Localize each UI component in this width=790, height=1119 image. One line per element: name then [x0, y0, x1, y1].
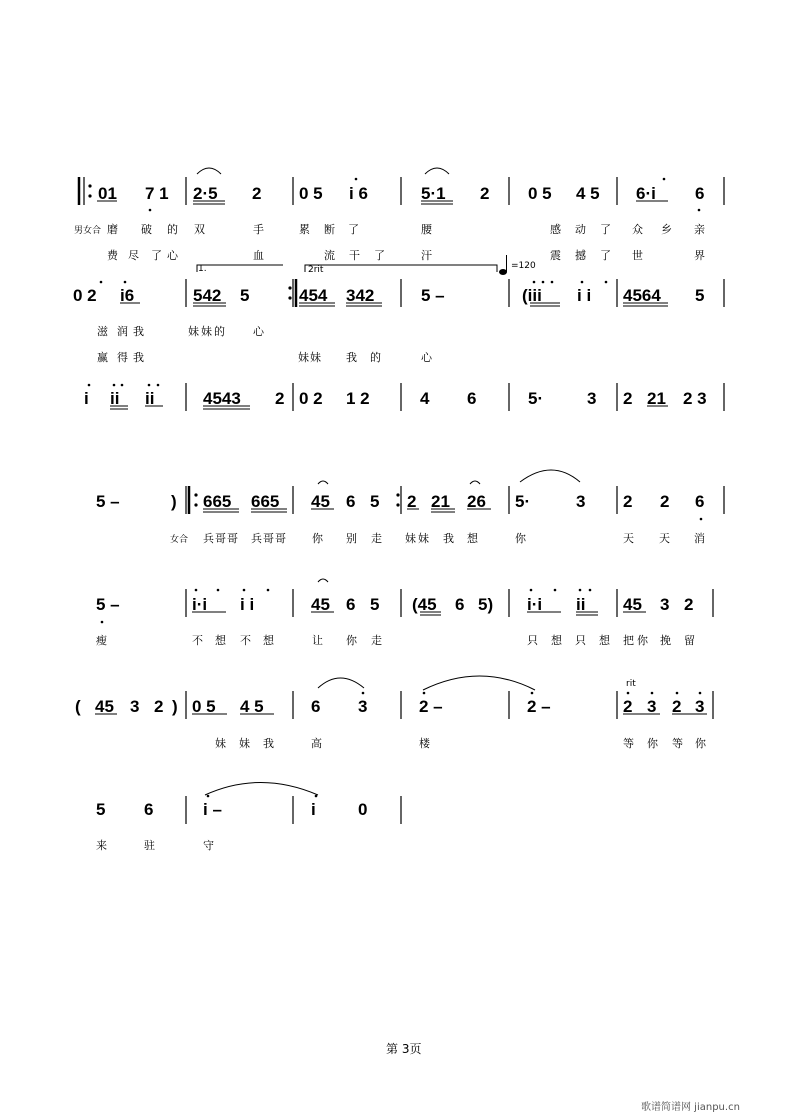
- note-group: i: [311, 800, 316, 819]
- note-group: 01: [98, 184, 117, 203]
- note-group: 45: [311, 492, 330, 511]
- lyric: 把: [623, 634, 634, 647]
- note-group: 2: [672, 697, 682, 716]
- lyric-part-label: 女合: [170, 535, 189, 545]
- note-group: 0 5: [528, 184, 552, 203]
- lyric: 你: [695, 737, 706, 750]
- lyric: 妹: [201, 325, 212, 338]
- lyric: 干: [349, 249, 360, 262]
- lyric: 我: [133, 325, 144, 338]
- note-group: 45: [623, 595, 642, 614]
- note-group: 6: [346, 595, 356, 614]
- lyric: 我: [133, 351, 144, 364]
- lyric: 我: [346, 351, 357, 364]
- lyric: 来: [96, 839, 107, 852]
- note-group: 5: [370, 595, 380, 614]
- lyric: 想: [467, 532, 478, 545]
- underlines: [95, 201, 707, 714]
- note-group: (iii: [522, 286, 542, 305]
- tempo-mark: =120: [511, 261, 536, 271]
- note-group: 2: [252, 184, 262, 203]
- lyric: 了: [600, 223, 611, 236]
- note-group: 0 5: [192, 697, 216, 716]
- lyric: 你: [637, 634, 648, 647]
- lyric: 手: [253, 223, 264, 236]
- note-group: 5·1: [421, 184, 446, 203]
- lyric: 兵: [203, 532, 214, 545]
- lyric: 走: [371, 634, 382, 647]
- lyric: 心: [253, 325, 264, 338]
- note-group: i i: [240, 595, 255, 614]
- lyric: 你: [515, 532, 526, 545]
- lyric: 别: [346, 532, 357, 545]
- note-group: 4 5: [240, 697, 264, 716]
- volta-second-ending-rit: 2rit: [308, 265, 324, 275]
- lyric: 我: [263, 737, 274, 750]
- note-group: i –: [203, 800, 222, 819]
- note-group: 3: [130, 697, 140, 716]
- note-group: 0 5: [299, 184, 323, 203]
- ritardando-mark: rit: [626, 679, 636, 689]
- note-group: i: [84, 389, 89, 408]
- lyric: 挽: [660, 634, 671, 647]
- lyric: 血: [253, 249, 264, 262]
- lyric: 楼: [419, 737, 430, 750]
- note-group: 3: [695, 697, 705, 716]
- note-group: i·i: [527, 595, 543, 614]
- lyric: 想: [263, 634, 274, 647]
- lyric: 天: [623, 532, 634, 545]
- note-group: 7 1: [145, 184, 169, 203]
- lyric: 磨: [107, 223, 118, 236]
- lyric: 破: [141, 223, 152, 236]
- volta-first-ending: 1.: [198, 264, 207, 274]
- lyric: 高: [311, 737, 322, 750]
- note-group: 1 2: [346, 389, 370, 408]
- note-group: 45: [311, 595, 330, 614]
- lyric: 尽: [128, 249, 139, 262]
- lyric: 心: [167, 249, 178, 262]
- note-group: i·i: [192, 595, 208, 614]
- note-group: 3: [647, 697, 657, 716]
- lyric: 双: [194, 223, 205, 236]
- lyric: 界: [694, 249, 705, 262]
- note-group: 542: [193, 286, 222, 305]
- note-group: 5: [240, 286, 250, 305]
- lyric: 妹: [405, 532, 416, 545]
- note-group: 6: [467, 389, 477, 408]
- note-group: 0 2: [73, 286, 97, 305]
- note-group: 4 5: [576, 184, 600, 203]
- lyric: 哥: [263, 532, 274, 545]
- lyric: 想: [599, 634, 610, 647]
- note-group: 5: [370, 492, 380, 511]
- lyric: 只: [527, 634, 538, 647]
- watermark: 歌谱简谱网 jianpu.cn: [641, 1102, 740, 1113]
- note-group: 4564: [623, 286, 661, 305]
- note-group: 26: [467, 492, 486, 511]
- lyric: 心: [421, 351, 432, 364]
- note-group: 665: [203, 492, 232, 511]
- note-group: 454: [299, 286, 328, 305]
- octave-dots: [88, 178, 703, 798]
- lyric: 汗: [421, 249, 432, 262]
- note-group: ii: [576, 595, 586, 614]
- note-group: 6·i: [636, 184, 656, 203]
- lyric: 只: [575, 634, 586, 647]
- lyric: 你: [647, 737, 658, 750]
- note-group: i6: [120, 286, 135, 305]
- note-group: 2: [623, 492, 633, 511]
- note-group: 2·5: [193, 184, 218, 203]
- note-group: 2: [154, 697, 164, 716]
- lyric: 妹: [188, 325, 199, 338]
- lyric: 动: [575, 223, 586, 236]
- lyric: 乡: [661, 223, 672, 236]
- lyric: 守: [203, 839, 214, 852]
- lyric: 润: [117, 325, 128, 338]
- note-group: 5 –: [96, 595, 120, 614]
- note-group: 3: [358, 697, 368, 716]
- lyric: 的: [167, 223, 178, 236]
- quarter-note-icon: [499, 255, 507, 275]
- note-group: 5: [96, 800, 106, 819]
- note-group: 5·: [528, 389, 544, 408]
- lyric: 妹: [215, 737, 226, 750]
- note-group: 6: [695, 492, 705, 511]
- lyric: 了: [600, 249, 611, 262]
- note-group: 2: [275, 389, 285, 408]
- note-group: 665: [251, 492, 280, 511]
- note-group: 3: [660, 595, 670, 614]
- note-group: 6: [144, 800, 154, 819]
- note-group: 6: [311, 697, 321, 716]
- note-group: 21: [431, 492, 450, 511]
- note-group: (: [75, 697, 81, 716]
- note-group: 3: [576, 492, 586, 511]
- lyric: 的: [214, 325, 225, 338]
- lyric: 断: [324, 223, 335, 236]
- note-group: i i: [577, 286, 592, 305]
- lyric: 流: [324, 249, 335, 262]
- lyric: 滋: [97, 325, 108, 338]
- note-group: 45: [95, 697, 114, 716]
- lyric: 得: [117, 351, 128, 364]
- lyric: 哥: [275, 532, 286, 545]
- note-group: 2: [623, 389, 633, 408]
- note-group: 5): [478, 595, 494, 614]
- lyric: 世: [632, 249, 643, 262]
- note-group: 2: [684, 595, 694, 614]
- lyric: 想: [551, 634, 562, 647]
- page-number: 第 3页: [386, 1042, 422, 1056]
- note-group: ii: [110, 389, 120, 408]
- slurs: [197, 168, 580, 795]
- note-group: ): [172, 697, 178, 716]
- note-group: 6: [346, 492, 356, 511]
- note-group: 5·: [515, 492, 531, 511]
- note-group: 21: [647, 389, 666, 408]
- lyric: 走: [371, 532, 382, 545]
- lyric: 妹: [310, 351, 321, 364]
- lyric: 驻: [144, 839, 155, 852]
- lyric: 不: [192, 634, 203, 647]
- lyric: 哥: [215, 532, 226, 545]
- note-group: i 6: [349, 184, 368, 203]
- lyric: 妹: [239, 737, 250, 750]
- lyric: 感: [550, 223, 561, 236]
- note-group: 6: [455, 595, 465, 614]
- lyric: 的: [370, 351, 381, 364]
- note-group: 2 3: [683, 389, 707, 408]
- note-group: 0: [358, 800, 368, 819]
- note-group: 5 –: [96, 492, 120, 511]
- note-group: ii: [145, 389, 155, 408]
- lyric: 等: [623, 737, 634, 750]
- lyric: 想: [215, 634, 226, 647]
- note-group: 6: [695, 184, 705, 203]
- lyric: 亲: [694, 223, 705, 236]
- lyric: 你: [312, 532, 323, 545]
- note-group: 4: [420, 389, 430, 408]
- lyric: 哥: [227, 532, 238, 545]
- lyric: 天: [659, 532, 670, 545]
- lyric: 震: [550, 249, 561, 262]
- lyric: 你: [346, 634, 357, 647]
- lyric: 不: [240, 634, 251, 647]
- lyric: 我: [443, 532, 454, 545]
- lyric: 费: [107, 249, 118, 262]
- note-group: ): [171, 492, 177, 511]
- note-group: 0 2: [299, 389, 323, 408]
- note-group: 4543: [203, 389, 241, 408]
- note-group: 2 –: [419, 697, 443, 716]
- note-group: 2: [660, 492, 670, 511]
- lyric: 留: [684, 634, 695, 647]
- note-group: 342: [346, 286, 375, 305]
- lyric: 累: [299, 223, 310, 236]
- lyric: 了: [348, 223, 359, 236]
- lyric: 瘦: [96, 634, 107, 647]
- lyric: 妹: [418, 532, 429, 545]
- lyric: 妹: [298, 351, 309, 364]
- lyric: 兵: [251, 532, 262, 545]
- barlines: [79, 177, 724, 824]
- note-group: (45: [412, 595, 437, 614]
- lyric: 众: [632, 223, 643, 236]
- repeat-dots: [88, 184, 399, 506]
- note-group: 2: [407, 492, 417, 511]
- lyric: 了: [374, 249, 385, 262]
- note-group: 5: [695, 286, 705, 305]
- lyric: 腰: [421, 223, 432, 236]
- lyric-part-label: 男女合: [74, 226, 102, 236]
- lyric: 消: [694, 532, 705, 545]
- lyric: 撼: [575, 249, 586, 262]
- note-group: 2 –: [527, 697, 551, 716]
- note-group: 3: [587, 389, 597, 408]
- lyric: 赢: [97, 351, 108, 364]
- note-group: 5 –: [421, 286, 445, 305]
- lyric: 等: [672, 737, 683, 750]
- note-group: 2: [480, 184, 490, 203]
- lyric: 了: [151, 249, 162, 262]
- note-group: 2: [623, 697, 633, 716]
- lyric: 让: [312, 634, 323, 647]
- volta-brackets: [197, 265, 497, 272]
